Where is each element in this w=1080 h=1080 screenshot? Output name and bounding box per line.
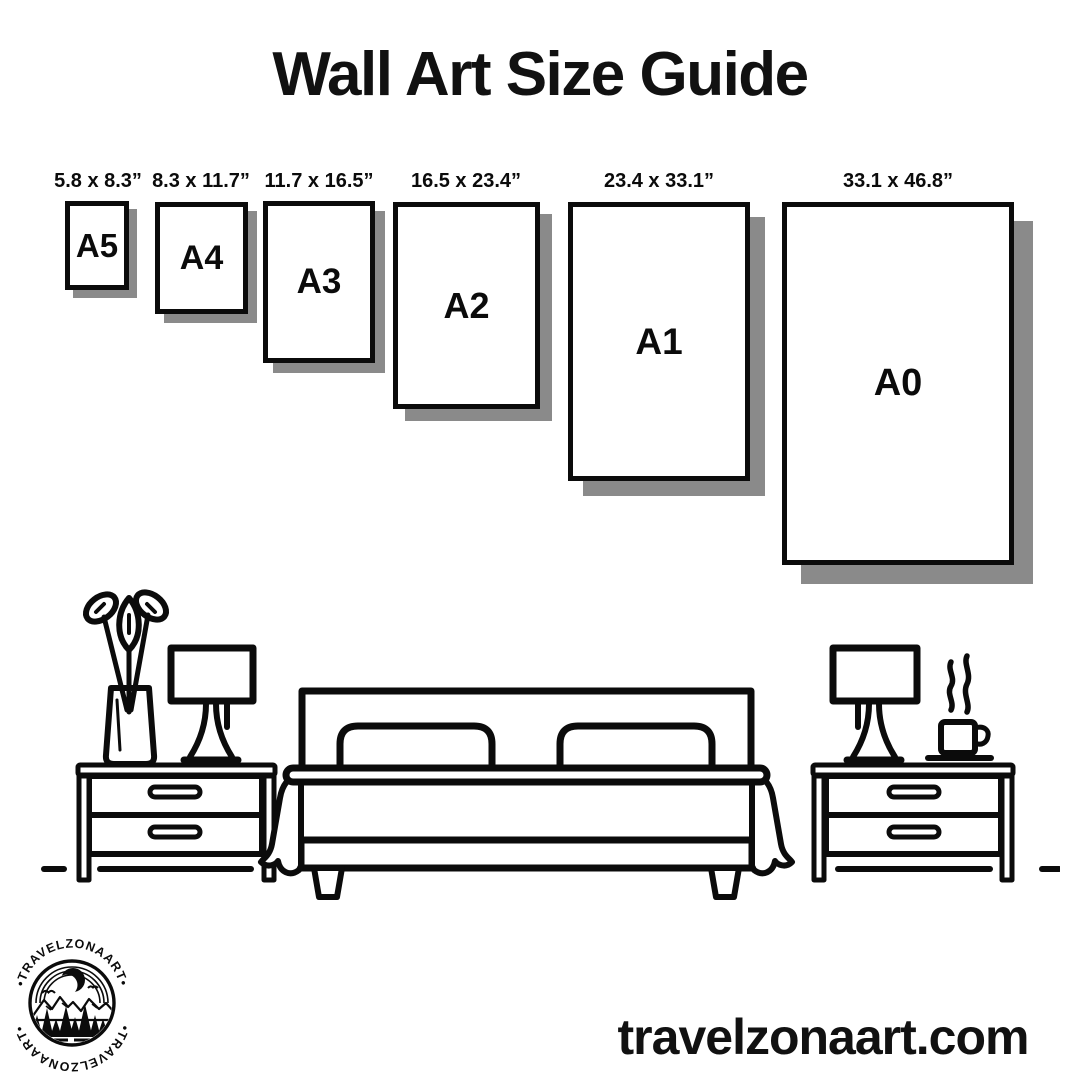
blanket-drape-right bbox=[752, 774, 792, 873]
frame-dimensions-a5: 5.8 x 8.3” bbox=[54, 170, 142, 192]
nightstand-left-icon bbox=[78, 765, 275, 880]
frame-label-a0: A0 bbox=[873, 362, 923, 404]
frame-a4 bbox=[155, 202, 248, 314]
frame-dimensions-a3: 11.7 x 16.5” bbox=[264, 170, 374, 192]
page-title: Wall Art Size Guide bbox=[272, 40, 808, 109]
nightstand-right-icon bbox=[813, 765, 1013, 880]
frame-label-a3: A3 bbox=[296, 262, 342, 301]
frame-dimensions-a2: 16.5 x 23.4” bbox=[410, 170, 522, 192]
coffee-cup-icon bbox=[928, 656, 991, 758]
frame-label-a1: A1 bbox=[635, 320, 683, 362]
crescent-moon-icon bbox=[61, 968, 85, 992]
steam-icon bbox=[965, 656, 968, 712]
frame-label-a5: A5 bbox=[75, 226, 119, 264]
frame-label-a2: A2 bbox=[443, 284, 490, 326]
plant-vase-icon bbox=[81, 587, 171, 764]
double-bed-icon bbox=[261, 691, 792, 897]
frame-a2 bbox=[393, 202, 540, 409]
frame-a3 bbox=[263, 201, 375, 363]
frame-a0 bbox=[782, 202, 1014, 565]
frame-a5 bbox=[65, 201, 129, 290]
steam-icon bbox=[949, 662, 952, 710]
table-lamp-left-icon bbox=[171, 648, 253, 760]
frame-dimensions-a1: 23.4 x 33.1” bbox=[603, 170, 715, 192]
website-url: travelzonaart.com bbox=[617, 1009, 1029, 1065]
bedroom-illustration bbox=[30, 585, 1060, 905]
brand-logo bbox=[8, 936, 138, 1076]
logo-ring-text-top: •TRAVELZONAART• bbox=[13, 936, 131, 988]
frame-label-a4: A4 bbox=[179, 238, 224, 277]
table-lamp-right-icon bbox=[833, 648, 917, 760]
frame-dimensions-a4: 8.3 x 11.7” bbox=[152, 170, 250, 192]
frame-a1 bbox=[568, 202, 750, 481]
frame-dimensions-a0: 33.1 x 46.8” bbox=[842, 170, 954, 192]
logo-ring-text-bottom: •TRAVELZONAART• bbox=[12, 1023, 132, 1074]
